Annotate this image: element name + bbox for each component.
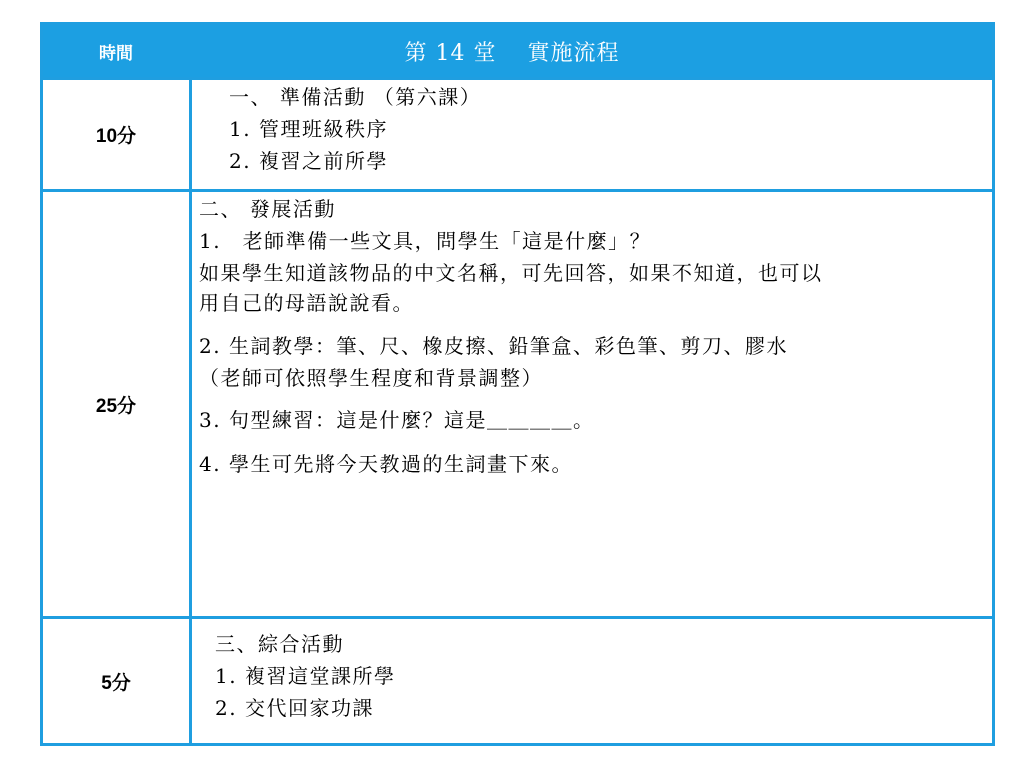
activity-item: 4. 學生可先將今天教過的生詞畫下來。: [199, 452, 573, 476]
section-heading: 二、 發展活動: [199, 197, 336, 221]
table-row: [43, 77, 992, 189]
activity-text: （老師可依照學生程度和背景調整）: [199, 366, 543, 390]
activity-text: 如果學生知道該物品的中文名稱，可先回答，如果不知道，也可以: [199, 261, 823, 285]
section-heading: 一、 準備活動 （第六課）: [229, 85, 482, 109]
table-row: [43, 616, 992, 743]
activity-item: 3. 句型練習：這是什麼？這是＿＿＿＿。: [199, 408, 595, 432]
activity-item: 1. 老師準備一些文具，問學生「這是什麼」？: [199, 229, 652, 253]
activity-text: 用自己的母語說說看。: [199, 291, 414, 315]
time-column-header: 時間: [99, 43, 133, 63]
time-cell: 25分: [95, 395, 137, 417]
activity-item: 2. 交代回家功課: [215, 696, 374, 720]
activity-cell: [199, 619, 984, 743]
activity-item: 1. 管理班級秩序: [229, 117, 388, 141]
activity-item: 2. 生詞教學：筆、尺、橡皮擦、鉛筆盒、彩色筆、剪刀、膠水: [199, 334, 788, 358]
lesson-plan-table: [40, 22, 995, 746]
table-row: [43, 189, 992, 616]
activity-cell: [199, 192, 984, 616]
time-cell: 5分: [101, 672, 131, 694]
time-cell: 10分: [95, 126, 137, 147]
column-divider: [189, 77, 192, 743]
activity-cell: [199, 80, 984, 189]
activity-item: 1. 複習這堂課所學: [215, 664, 396, 688]
activity-item: 2. 複習之前所學: [229, 149, 388, 173]
lesson-title: 第 14 堂 實施流程: [404, 40, 620, 66]
section-heading: 三、綜合活動: [215, 632, 344, 656]
table-header: [43, 25, 992, 77]
